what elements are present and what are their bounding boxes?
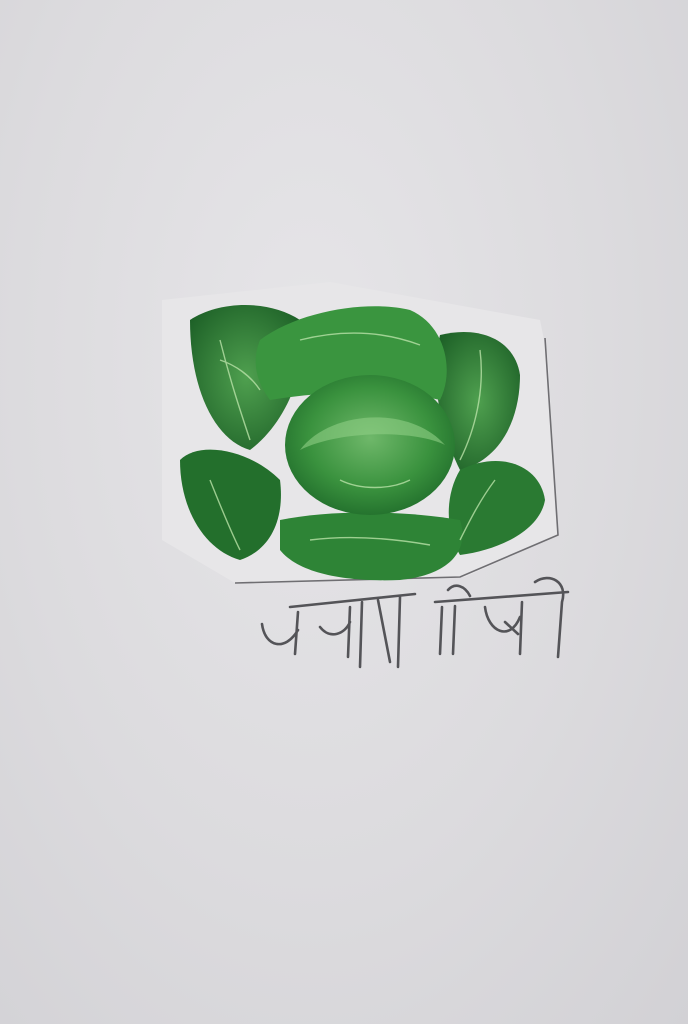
handwritten-caption-patta-gobhi — [250, 572, 590, 692]
cabbage-cutout — [160, 280, 570, 600]
